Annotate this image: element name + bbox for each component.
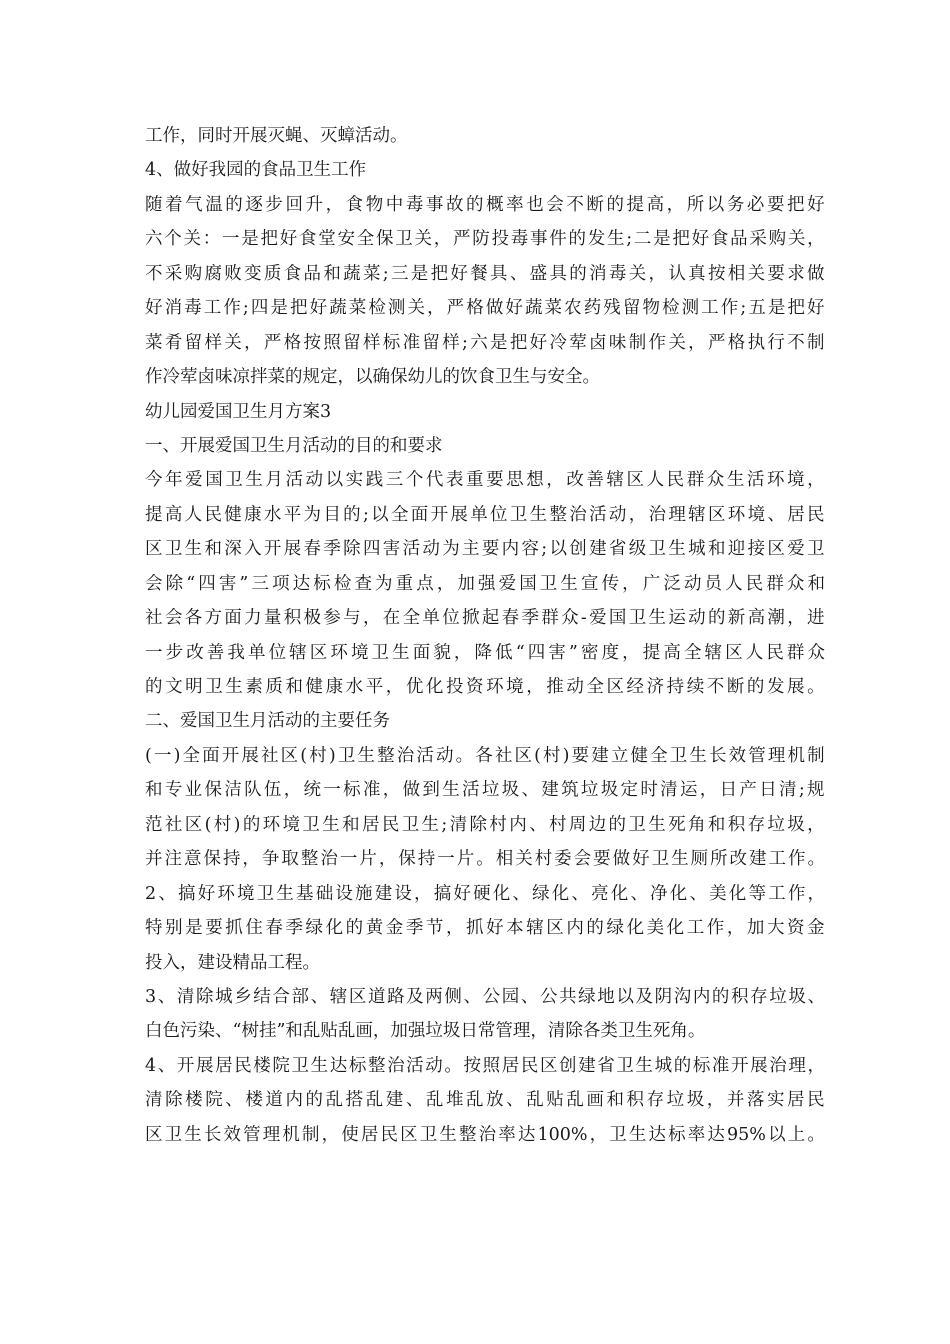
text-line: 一 步 改 善 我 单 位 辖 区 环 境 卫 生 面 貌 ， 降 低 “ 四 害 ” 密 度 ， 提 高 全 辖 区 人 民 群 众 xyxy=(145,642,825,663)
text-line: 区 卫 生 和 深 入 开 展 春 季 除 四 害 活 动 为 主 要 内 容 ; 以 创 建 省 级 卫 生 城 和 迎 接 区 爱 卫 xyxy=(145,539,825,560)
text-line: 工作，同时开展灭蝇、灭蟑活动。 xyxy=(145,126,408,146)
text-line: 一、开展爱国卫生月活动的目的和要求 xyxy=(145,435,443,456)
text-line: 不 采 购 腐 败 变 质 食 品 和 蔬 菜 ; 三 是 把 好 餐 具 、 盛 具 的 消 毒 关 ， 认 真 按 相 关 要 求 做 xyxy=(145,263,825,284)
document-page xyxy=(145,119,825,1152)
text-line: 区 卫 生 长 效 管 理 机 制 ， 使 居 民 区 卫 生 整 治 率 达 100% ， 卫 生 达 标 率 达 95% 以 上 。 xyxy=(145,1124,825,1145)
text-line: 投入，建设精品工程。 xyxy=(145,952,320,973)
text-line: 好 消 毒 工 作 ; 四 是 把 好 蔬 菜 检 测 关 ， 严 格 做 好 蔬 菜 农 药 残 留 物 检 测 工 作 ; 五 是 把 好 xyxy=(145,298,825,319)
text-line: 六 个 关 ： 一 是 把 好 食 堂 安 全 保 卫 关 ， 严 防 投 毒 事 件 的 发 生 ; 二 是 把 好 食 品 采 购 关 ， xyxy=(145,229,825,250)
text-line: 4、做好我园的食品卫生工作 xyxy=(145,160,367,181)
text-line: 特 别 是 要 抓 住 春 季 绿 化 的 黄 金 季 节 ， 抓 好 本 辖 区 内 的 绿 化 美 化 工 作 ， 加 大 资 金 xyxy=(145,918,825,939)
text-line: 4 、 开 展 居 民 楼 院 卫 生 达 标 整 治 活 动 。 按 照 居 民 区 创 建 省 卫 生 城 的 标 准 开 展 治 理 ， xyxy=(145,1055,825,1076)
text-line: 作冷荤卤味凉拌菜的规定，以确保幼儿的饮食卫生与安全。 xyxy=(145,367,600,388)
text-line: 清 除 楼 院 、 楼 道 内 的 乱 搭 乱 建 、 乱 堆 乱 放 、 乱 贴 乱 画 和 积 存 垃 圾 ， 并 落 实 居 民 xyxy=(145,1090,825,1111)
text-line: 3 、 清 除 城 乡 结 合 部 、 辖 区 道 路 及 两 侧 、 公 园 、 公 共 绿 地 以 及 阴 沟 内 的 积 存 垃 圾 、 xyxy=(145,986,825,1007)
text-line: 二、爱国卫生月活动的主要任务 xyxy=(145,711,390,732)
text-line: 社 会 各 方 面 力 量 积 极 参 与 ， 在 全 单 位 掀 起 春 季 群 众 - 爱 国 卫 生 运 动 的 新 高 潮 ， 进 xyxy=(145,608,825,629)
text-line: 菜 肴 留 样 关 ， 严 格 按 照 留 样 标 准 留 样 ; 六 是 把 好 冷 荤 卤 味 制 作 关 ， 严 格 执 行 不 制 xyxy=(145,332,825,353)
text-line: 今 年 爱 国 卫 生 月 活 动 以 实 践 三 个 代 表 重 要 思 想 ， 改 善 辖 区 人 民 群 众 生 活 环 境 ， xyxy=(145,470,825,491)
text-line: 范 社 区 ( 村 ) 的 环 境 卫 生 和 居 民 卫 生 ; 清 除 村 内 、 村 周 边 的 卫 生 死 角 和 积 存 垃 圾 ， xyxy=(145,814,825,835)
text-line: 随 着 气 温 的 逐 步 回 升 ， 食 物 中 毒 事 故 的 概 率 也 会 不 断 的 提 高 ， 所 以 务 必 要 把 好 xyxy=(145,194,825,215)
text-line: 和 专 业 保 洁 队 伍 ， 统 一 标 准 ， 做 到 生 活 垃 圾 、 建 筑 垃 圾 定 时 清 运 ， 日 产 日 清 ; 规 xyxy=(145,780,825,801)
text-line: 幼儿园爱国卫生月方案3 xyxy=(145,401,332,422)
text-line: ( 一 ) 全 面 开 展 社 区 ( 村 ) 卫 生 整 治 活 动 。 各 社 区 ( 村 ) 要 建 立 健 全 卫 生 长 效 管 理 机 制 xyxy=(145,745,825,766)
text-line: 并 注 意 保 持 ， 争 取 整 治 一 片 ， 保 持 一 片 。 相 关 村 委 会 要 做 好 卫 生 厕 所 改 建 工 作 。 xyxy=(145,849,825,870)
text-line: 2 、 搞 好 环 境 卫 生 基 础 设 施 建 设 ， 搞 好 硬 化 、 绿 化 、 亮 化 、 净 化 、 美 化 等 工 作 ， xyxy=(145,883,825,904)
text-line: 白色污染、“树挂”和乱贴乱画，加强垃圾日常管理，清除各类卫生死角。 xyxy=(145,1021,706,1042)
text-line: 的 文 明 卫 生 素 质 和 健 康 水 平 ， 优 化 投 资 环 境 ， 推 动 全 区 经 济 持 续 不 断 的 发 展 。 xyxy=(145,677,825,697)
text-line: 提 高 人 民 健 康 水 平 为 目 的 ; 以 全 面 开 展 单 位 卫 生 整 治 活 动 ， 治 理 辖 区 环 境 、 居 民 xyxy=(145,504,825,525)
text-line: 会 除 “ 四 害 ” 三 项 达 标 检 查 为 重 点 ， 加 强 爱 国 卫 生 宣 传 ， 广 泛 动 员 人 民 群 众 和 xyxy=(145,573,825,594)
